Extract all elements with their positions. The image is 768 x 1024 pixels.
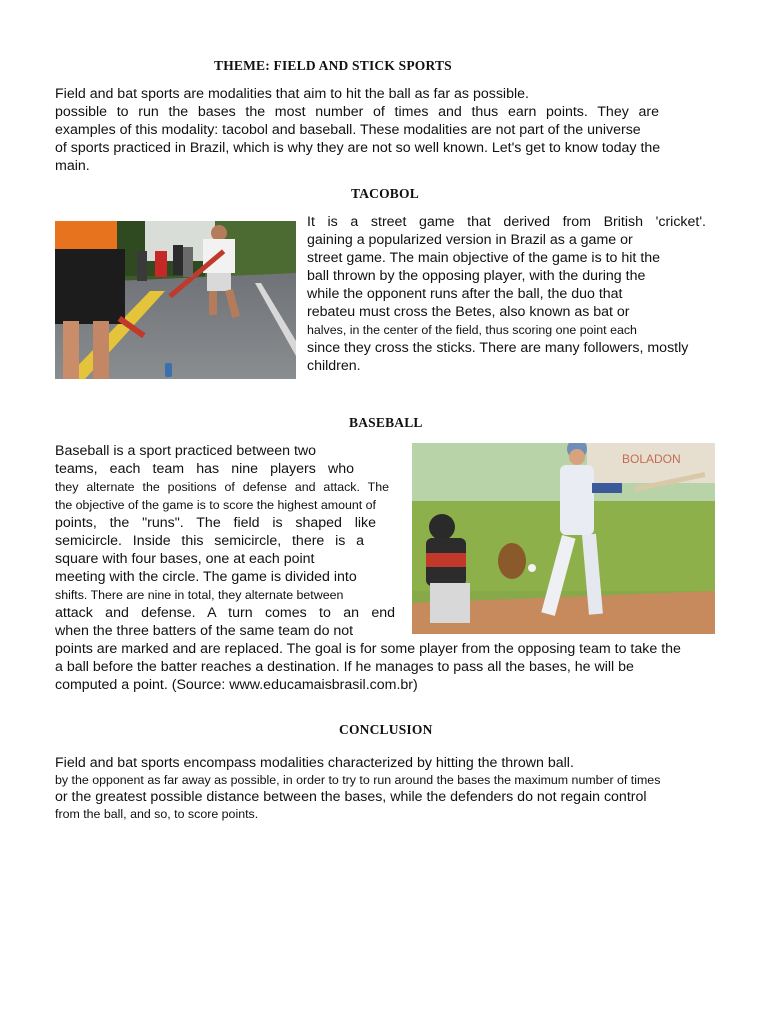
conclusion-line: or the greatest possible distance between the bases, while the defenders do not regain control xyxy=(55,789,647,805)
baseball-line: attack and defense. A turn comes to an end xyxy=(55,605,395,621)
baseball-line: semicircle. Inside this semicircle, there is a xyxy=(55,533,364,549)
tacobol-line: street game. The main objective of the game is to hit the xyxy=(307,250,661,266)
tacobol-photo xyxy=(55,221,296,379)
baseball-line: Baseball is a sport practiced between two xyxy=(55,443,317,459)
baseball-photo xyxy=(412,443,715,634)
baseball-line: shifts. There are nine in total, they alternate between xyxy=(55,588,344,602)
baseball-line: they alternate the positions of defense and attack. The xyxy=(55,480,389,494)
baseball-heading: BASEBALL xyxy=(349,415,423,430)
stadium-sign-text: BOLADON xyxy=(622,452,681,466)
tacobol-line: It is a street game that derived from British 'cricket'. xyxy=(307,214,706,230)
intro-line: main. xyxy=(55,158,90,174)
tacobol-line: rebateu must cross the Betes, also known as bat or xyxy=(307,304,630,320)
baseball-line: computed a point. (Source: www.educamaisbrasil.com.br) xyxy=(55,677,418,693)
baseball-line: square with four bases, one at each point xyxy=(55,551,315,567)
tacobol-heading: TACOBOL xyxy=(351,186,419,201)
conclusion-heading: CONCLUSION xyxy=(339,722,433,737)
tacobol-line: ball thrown by the opposing player, with the during the xyxy=(307,268,646,284)
baseball-line: a ball before the batter reaches a destination. If he manages to pass all the bases, he will be xyxy=(55,659,634,675)
intro-line: examples of this modality: tacobol and baseball. These modalities are not part of the universe xyxy=(55,122,641,138)
baseball-line: points are marked and are replaced. The goal is for some player from the opposing team to take the xyxy=(55,641,681,657)
intro-line: of sports practiced in Brazil, which is why they are not so well known. Let's get to know today the xyxy=(55,140,661,156)
baseball-line: teams, each team has nine players who xyxy=(55,461,354,477)
tacobol-line: children. xyxy=(307,358,361,374)
page-title: THEME: FIELD AND STICK SPORTS xyxy=(214,58,452,73)
tacobol-line: since they cross the sticks. There are many followers, mostly xyxy=(307,340,689,356)
baseball-line: when the three batters of the same team do not xyxy=(55,623,354,639)
baseball-line: points, the "runs". The field is shaped like xyxy=(55,515,376,531)
conclusion-line: from the ball, and so, to score points. xyxy=(55,807,259,821)
tacobol-line: gaining a popularized version in Brazil as a game or xyxy=(307,232,633,248)
intro-line: possible to run the bases the most number of times and thus earn points. They are xyxy=(55,104,659,120)
tacobol-line: while the opponent runs after the ball, the duo that xyxy=(307,286,623,302)
baseball-line: meeting with the circle. The game is divided into xyxy=(55,569,357,585)
intro-line: Field and bat sports are modalities that aim to hit the ball as far as possible. xyxy=(55,86,529,102)
tacobol-line: halves, in the center of the field, thus scoring one point each xyxy=(307,323,637,337)
conclusion-line: by the opponent as far away as possible, in order to try to run around the bases the maximum number of times xyxy=(55,773,661,787)
conclusion-line: Field and bat sports encompass modalities characterized by hitting the thrown ball. xyxy=(55,755,574,771)
baseball-line: the objective of the game is to score the highest amount of xyxy=(55,498,376,512)
